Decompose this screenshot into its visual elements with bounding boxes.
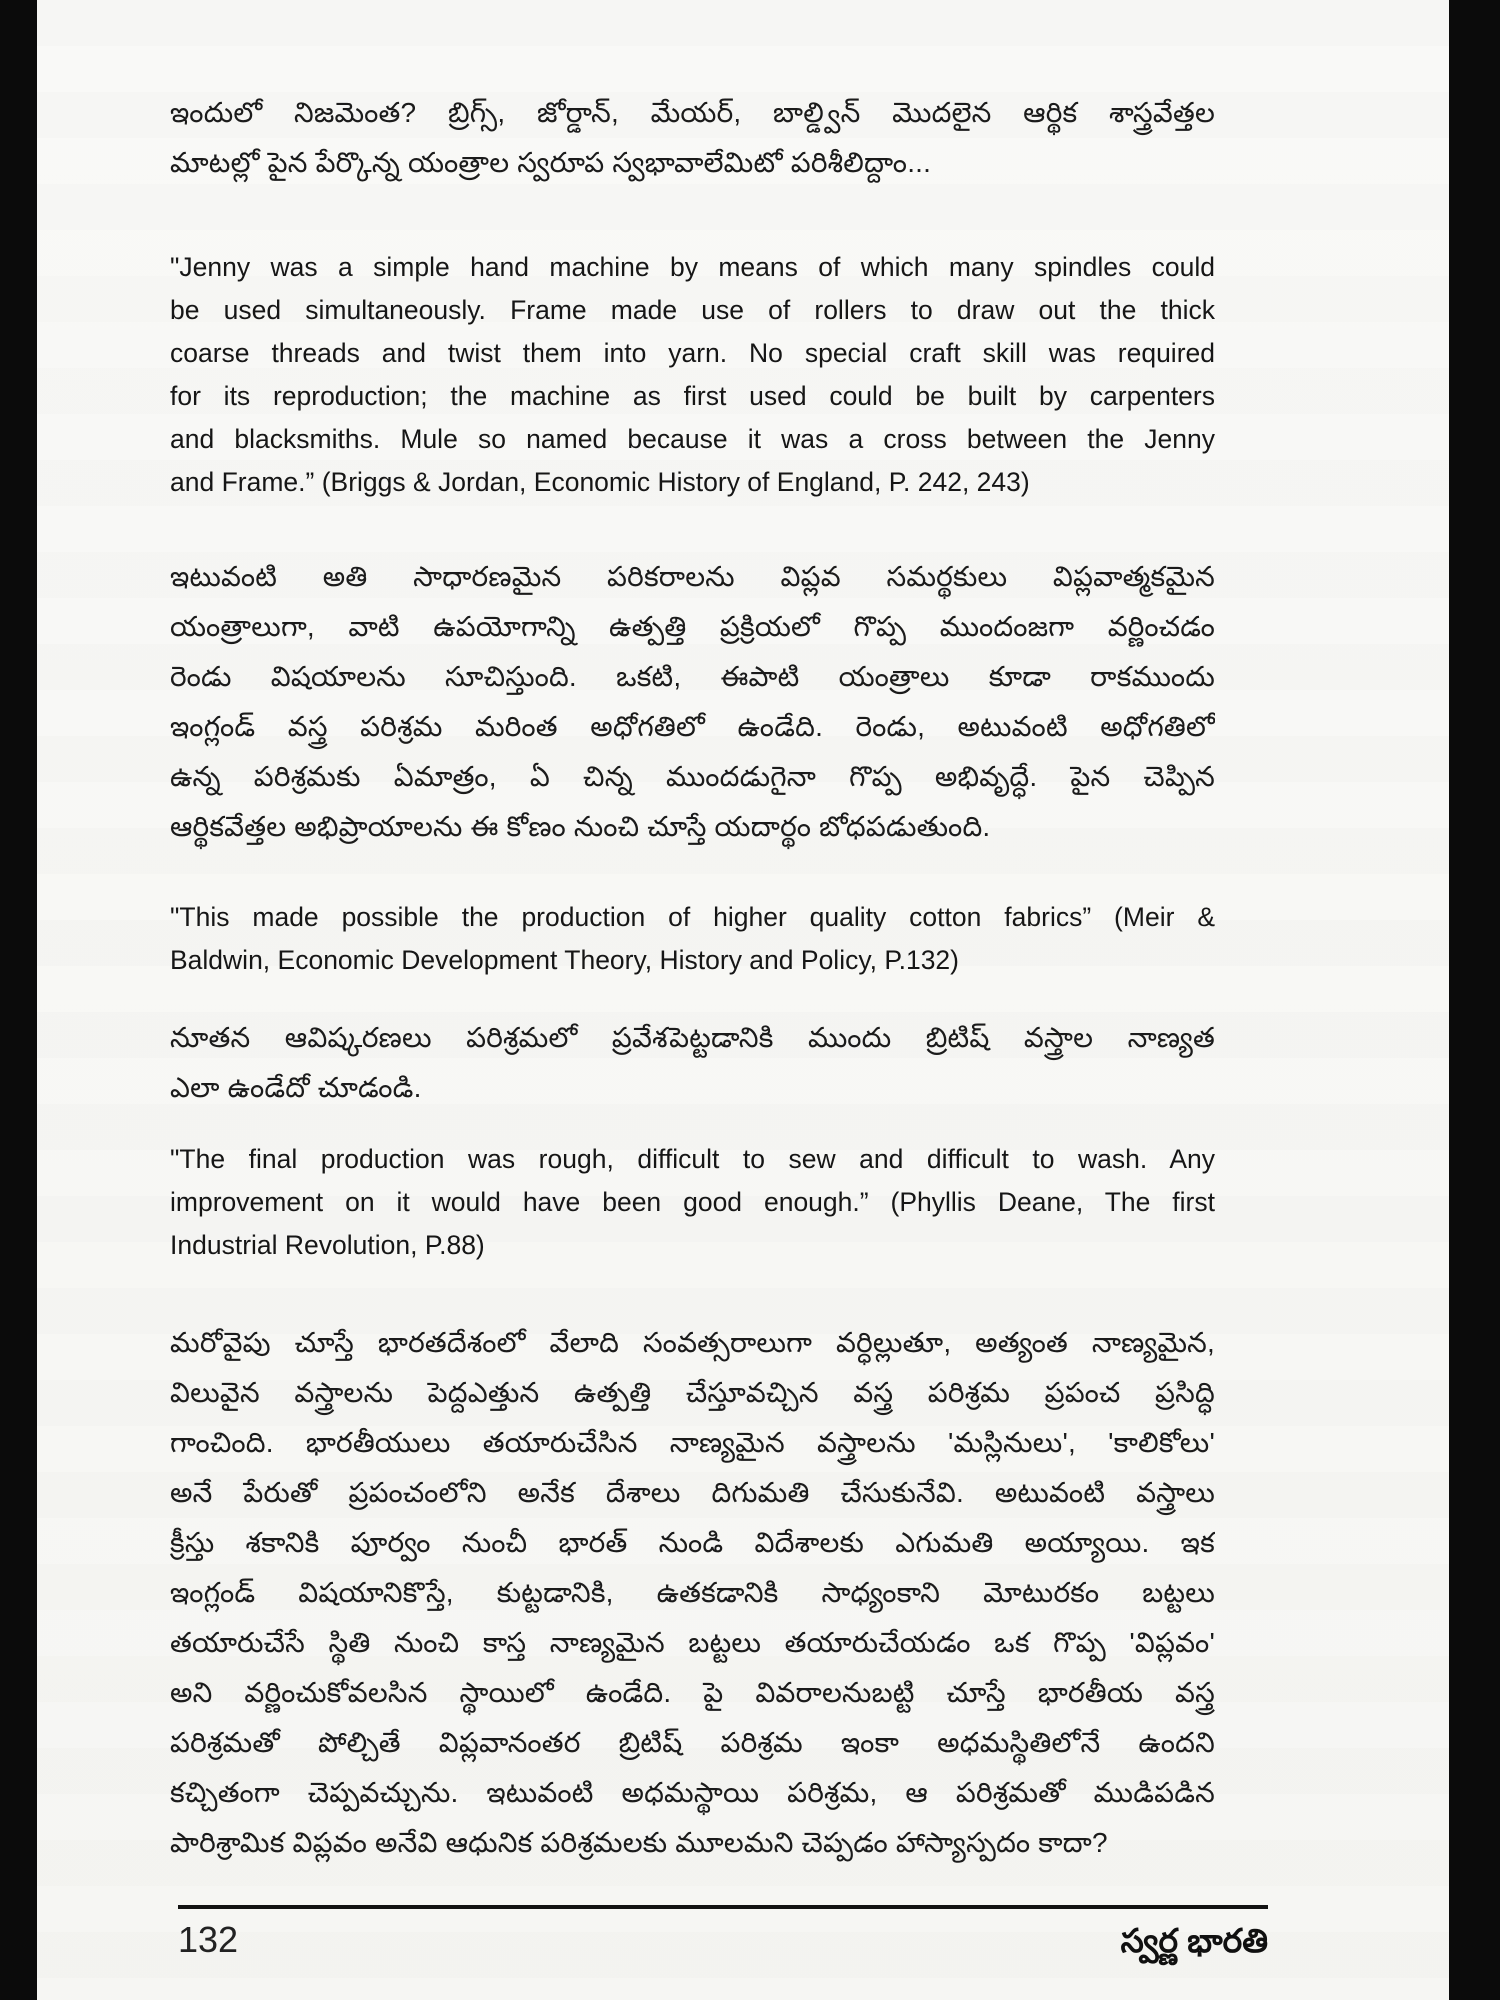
text-line: improvement on it would have been good enough.” (Phyllis Deane, The first [170,1187,1215,1217]
text-line: be used simultaneously. Frame made use of rollers to draw out the thick [170,295,1215,325]
telugu-paragraph [170,1013,1215,1113]
footer-rule [178,1905,1268,1909]
journal-title: స్వర్ణ భారతి [1120,1922,1268,1959]
text-line: ఇంగ్లండ్ వస్త్ర పరిశ్రమ మరింత అధోగతిలో ఉండేది. రెండు, అటువంటి అధోగతిలో [170,711,1215,742]
text-line: మరోవైపు చూస్తే భారతదేశంలో వేలాది సంవత్సరాలుగా వర్ధిల్లుతూ, అత్యంత నాణ్యమైన, [170,1327,1215,1358]
english-quote-paragraph [170,246,1215,504]
text-line: గాంచింది. భారతీయులు తయారుచేసిన నాణ్యమైన వస్త్రాలను 'మస్లినులు', 'కాలికోలు' [170,1427,1215,1458]
text-line: ఇంగ్లండ్ విషయానికొస్తే, కుట్టడానికి, ఉతకడానికి సాధ్యంకాని మోటురకం బట్టలు [170,1577,1215,1608]
text-line: కచ్చితంగా చెప్పవచ్చును. ఇటువంటి అధమస్థాయి పరిశ్రమ, ఆ పరిశ్రమతో ముడిపడిన [170,1777,1215,1808]
telugu-paragraph [170,88,1215,188]
content-blocks [170,0,1215,1868]
text-line: రెండు విషయాలను సూచిస్తుంది. ఒకటి, ఈపాటి యంత్రాలు కూడా రాకముందు [170,661,1215,692]
text-line: క్రీస్తు శకానికి పూర్వం నుంచీ భారత్ నుండి విదేశాలకు ఎగుమతి అయ్యాయి. ఇక [170,1527,1215,1558]
scan-edge-artifact-right [1449,0,1500,2000]
text-line: ఎలా ఉండేదో చూడండి. [170,1072,422,1103]
text-line: "Jenny was a simple hand machine by means of which many spindles could [170,252,1215,282]
text-line: for its reproduction; the machine as first used could be built by carpenters [170,381,1215,411]
text-line: యంత్రాలుగా, వాటి ఉపయోగాన్ని ఉత్పత్తి ప్రక్రియలో గొప్ప ముందంజగా వర్ణించడం [170,611,1215,642]
text-line: పరిశ్రమతో పోల్చితే విప్లవానంతర బ్రిటిష్ పరిశ్రమ ఇంకా అధమస్థితిలోనే ఉందని [170,1727,1215,1758]
footer-row [178,1919,1268,1968]
text-line: నూతన ఆవిష్కరణలు పరిశ్రమలో ప్రవేశపెట్టడానికి ముందు బ్రిటిష్ వస్త్రాల నాణ్యత [170,1022,1215,1053]
text-line: and Frame.” (Briggs & Jordan, Economic History of England, P. 242, 243) [170,467,1030,497]
text-line: ఇటువంటి అతి సాధారణమైన పరికరాలను విప్లవ సమర్థకులు విప్లవాత్మకమైన [170,561,1215,592]
text-line: ఇందులో నిజమెంత? బ్రిగ్స్, జోర్డాన్, మేయర్, బాల్డ్విన్ మొదలైన ఆర్థిక శాస్త్రవేత్తల [170,97,1215,128]
text-line: తయారుచేసే స్థితి నుంచి కాస్త నాణ్యమైన బట్టలు తయారుచేయడం ఒక గొప్ప 'విప్లవం' [170,1627,1215,1658]
english-quote-paragraph [170,1138,1215,1267]
text-line: విలువైన వస్త్రాలను పెద్దఎత్తున ఉత్పత్తి చేస్తూవచ్చిన వస్త్ర పరిశ్రమ ప్రపంచ ప్రసిద్ధి [170,1377,1215,1408]
text-line: మాటల్లో పైన పేర్కొన్న యంత్రాల స్వరూప స్వభావాలేమిటో పరిశీలిద్దాం... [170,147,932,178]
text-line: "The final production was rough, difficult to sew and difficult to wash. Any [170,1144,1215,1174]
page-footer [178,1905,1268,1968]
telugu-paragraph [170,1318,1215,1868]
text-line: పారిశ్రామిక విప్లవం అనేవి ఆధునిక పరిశ్రమలకు మూలమని చెప్పడం హాస్యాస్పదం కాదా? [170,1827,1108,1858]
telugu-paragraph [170,552,1215,852]
scan-edge-artifact-left [0,0,37,2000]
english-quote-paragraph [170,896,1215,982]
text-line: Baldwin, Economic Development Theory, History and Policy, P.132) [170,945,959,975]
text-line: and blacksmiths. Mule so named because it was a cross between the Jenny [170,424,1215,454]
text-line: అనే పేరుతో ప్రపంచంలోని అనేక దేశాలు దిగుమతి చేసుకునేవి. అటువంటి వస్త్రాలు [170,1477,1215,1508]
text-line: "This made possible the production of higher quality cotton fabrics” (Meir & [170,902,1215,932]
page-number: 132 [178,1919,239,1960]
text-line: coarse threads and twist them into yarn. No special craft skill was required [170,338,1215,368]
text-line: ఉన్న పరిశ్రమకు ఏమాత్రం, ఏ చిన్న ముందడుగైనా గొప్ప అభివృద్ధే. పైన చెప్పిన [170,761,1215,792]
text-line: ఆర్థికవేత్తల అభిప్రాయాలను ఈ కోణం నుంచి చూస్తే యదార్థం బోధపడుతుంది. [170,811,991,842]
text-line: Industrial Revolution, P.88) [170,1230,485,1260]
text-line: అని వర్ణించుకోవలసిన స్థాయిలో ఉండేది. పై వివరాలనుబట్టి చూస్తే భారతీయ వస్త్ర [170,1677,1215,1708]
